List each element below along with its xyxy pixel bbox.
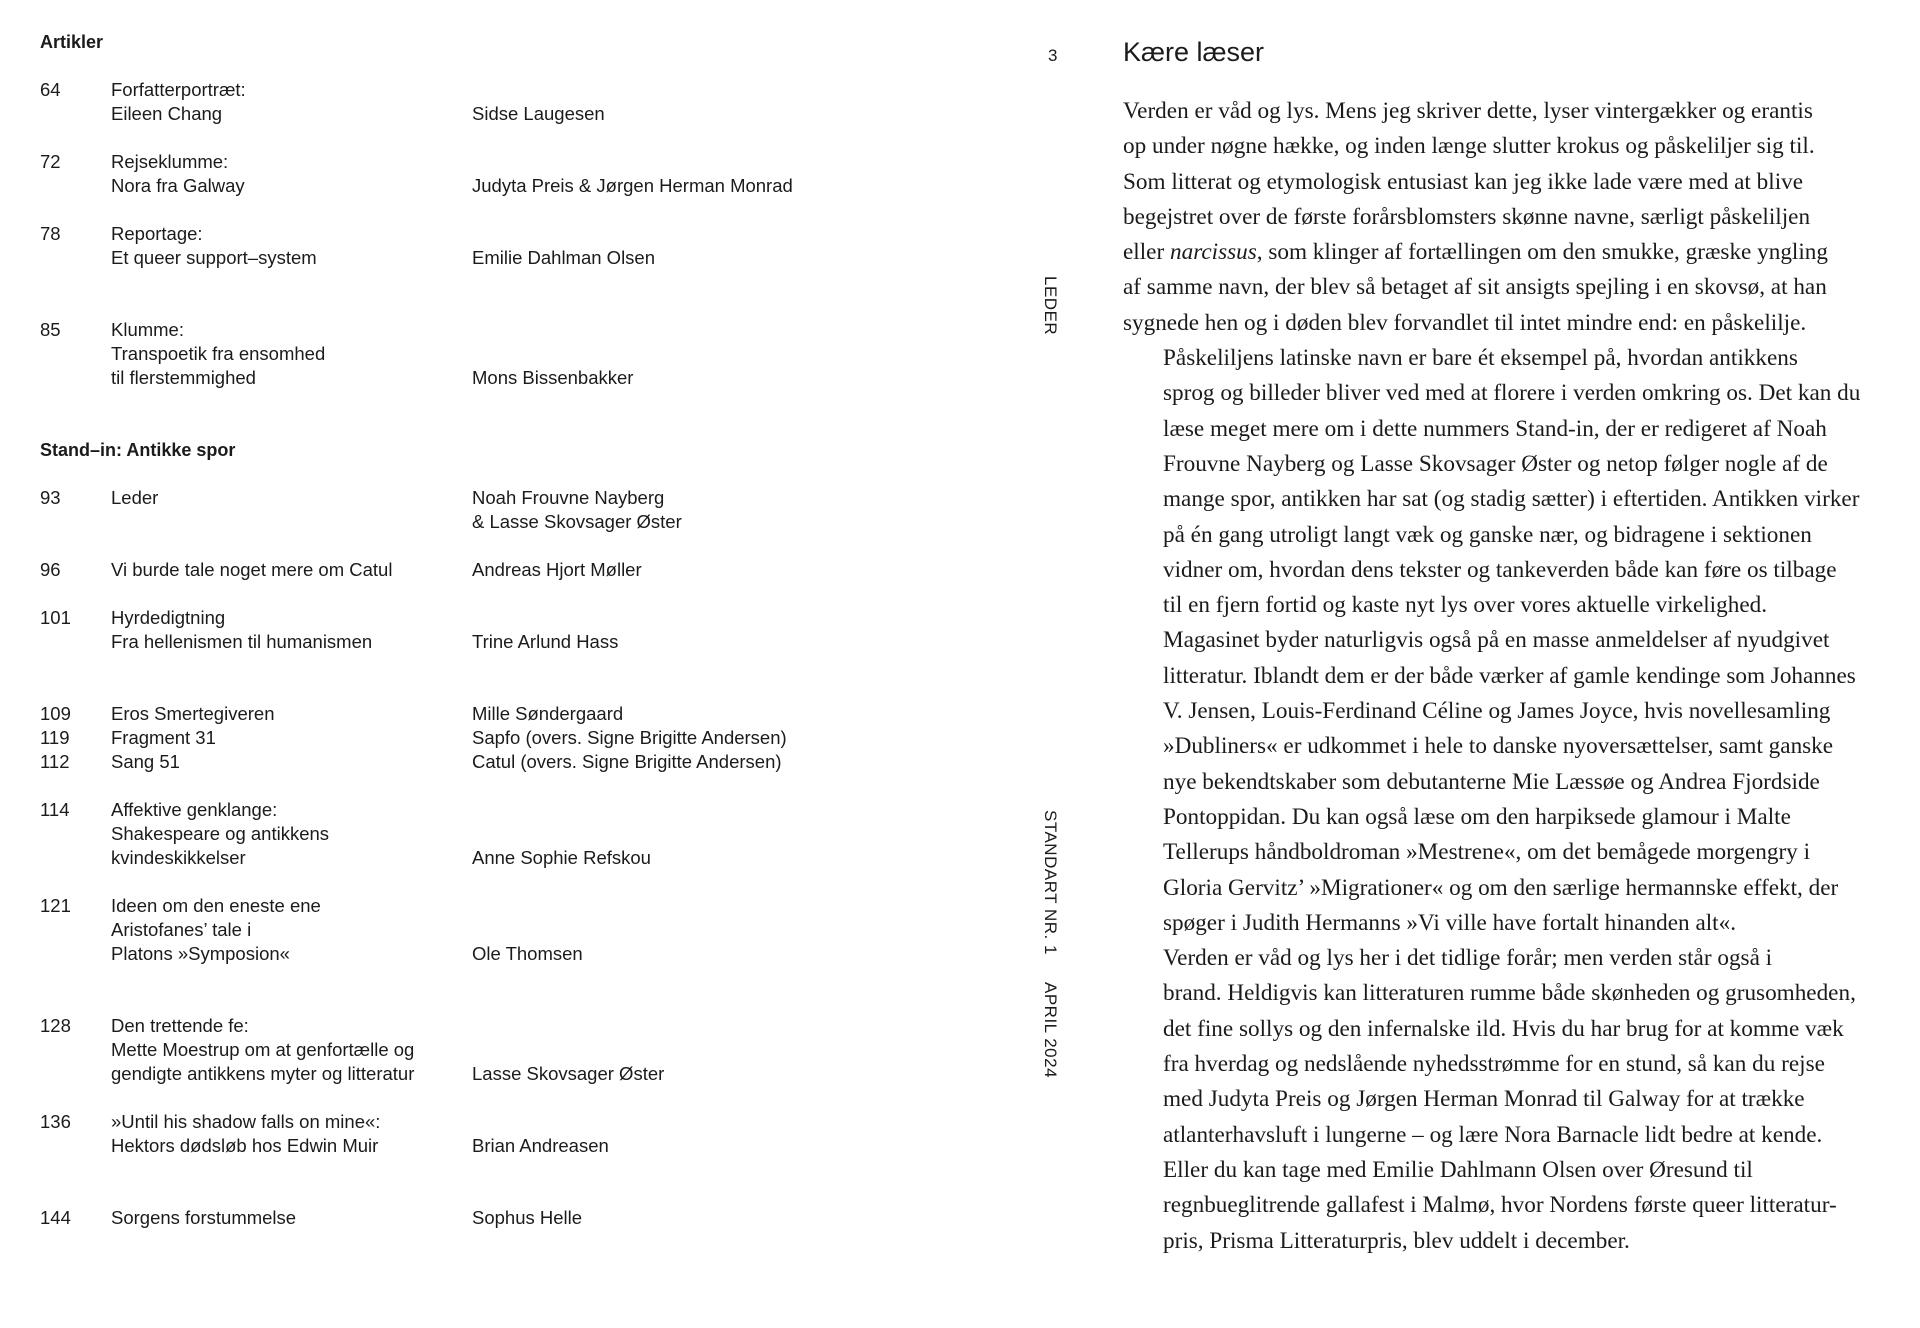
toc-title: »Until his shadow falls on mine«: Hektors dødsløb hos Edwin Muir — [111, 1111, 381, 1156]
toc-title: Affektive genklange: Shakespeare og antikkens kvindeskikkelser — [111, 799, 330, 868]
toc-title: Eros Smertegiveren — [111, 703, 275, 724]
text-line: Tellerups håndboldroman »Mestrene«, om det bemågede morgengry i — [1163, 839, 1811, 866]
toc-entry[interactable] — [40, 486, 1040, 558]
toc-author: Lasse Skovsager Øster — [472, 1063, 665, 1084]
text-line: på én gang utroligt langt væk og ganske nær, og bidragene i sektionen — [1163, 521, 1812, 548]
editorial-paragraph — [1123, 341, 1903, 623]
text-line: begejstret over de første forårsblomsters skønne navne, særligt påskeliljen — [1123, 203, 1811, 230]
text-line: fra hverdag og nedslående nyhedsstrømme for en stund, så kan du rejse — [1163, 1051, 1825, 1078]
italic-word: narcissus — [1170, 239, 1257, 266]
toc-author: Catul (overs. Signe Brigitte Andersen) — [472, 751, 782, 772]
text-line: regnbueglitrende gallafest i Malmø, hvor Nordens første queer litteratur- — [1163, 1192, 1837, 1219]
text-line: Som litterat og etymologisk entusiast kan jeg ikke lade være med at blive — [1123, 168, 1804, 195]
toc-page-number: 109 — [40, 703, 71, 724]
text-line: vidner om, hvordan dens tekster og tankeverden både kan føre os tilbage — [1163, 556, 1837, 583]
toc-page-number: 93 — [40, 487, 61, 508]
text-line: Verden er våd og lys her i det tidlige forår; men verden står også i — [1163, 945, 1773, 972]
text-line: med Judyta Preis og Jørgen Herman Monrad til Galway for at trække — [1163, 1086, 1805, 1113]
table-of-contents — [40, 30, 1040, 1230]
toc-author: Trine Arlund Hass — [472, 631, 619, 652]
text-line: Eller du kan tage med Emilie Dahlmann Olsen over Øresund til — [1163, 1156, 1753, 1183]
toc-author: Noah Frouvne Nayberg & Lasse Skovsager Øster — [472, 487, 682, 532]
toc-title: Leder — [111, 487, 159, 508]
toc-author: Sapfo (overs. Signe Brigitte Andersen) — [472, 727, 787, 748]
text-line: Verden er våd og lys. Mens jeg skriver dette, lyser vintergækker og erantis — [1123, 98, 1813, 124]
editorial — [1123, 34, 1903, 1259]
toc-page-number: 121 — [40, 895, 71, 916]
toc-author: Judyta Preis & Jørgen Herman Monrad — [472, 175, 793, 196]
text-line: litteratur. Iblandt dem er der både værker af gamle kendinge som Johannes — [1163, 662, 1856, 689]
toc-entry[interactable] — [40, 702, 1040, 726]
toc-entry[interactable] — [40, 894, 1040, 1014]
editorial-body — [1123, 94, 1903, 1259]
editorial-title: Kære læser — [1123, 37, 1265, 67]
text-line: Påskeliljens latinske navn er bare ét eksempel på, hvordan antikkens — [1163, 345, 1798, 372]
toc-author: Mons Bissenbakker — [472, 367, 634, 388]
toc-entry[interactable] — [40, 606, 1040, 702]
text-line: spøger i Judith Hermanns »Vi ville have fortalt hinanden alt«. — [1163, 909, 1737, 936]
toc-page-number: 101 — [40, 607, 71, 628]
toc-page-number: 78 — [40, 223, 61, 244]
text-line: Gloria Gervitz’ »Migrationer« og om den særlige hermannske effekt, der — [1163, 874, 1839, 901]
editorial-paragraph — [1123, 941, 1903, 1259]
text-line: Magasinet byder naturligvis også på en masse anmeldelser af nyudgivet — [1163, 627, 1830, 654]
text-line: af samme navn, der blev så betaget af sit ansigts spejling i en skovsø, at han — [1123, 274, 1827, 301]
toc-entry[interactable] — [40, 1110, 1040, 1206]
text-line: mange spor, antikken har sat (og stadig sætter) i eftertiden. Antikken virker — [1163, 486, 1860, 513]
toc-title: Forfatterportræt: Eileen Chang — [111, 79, 246, 124]
toc-entry[interactable] — [40, 1014, 1040, 1110]
toc-page-number: 72 — [40, 151, 61, 172]
toc-author: Anne Sophie Refskou — [472, 847, 651, 868]
running-head-issue: STANDART NR. 1 — [1041, 810, 1060, 955]
toc-entry[interactable] — [40, 558, 1040, 606]
text-line: eller narcissus, som klinger af fortællingen om den smukke, græske yngling — [1123, 239, 1828, 266]
toc-title: Reportage: Et queer support–system — [111, 223, 317, 268]
text-line: atlanterhavsluft i lungerne – og lære Nora Barnacle lidt bedre at kende. — [1163, 1121, 1823, 1148]
toc-page-number: 64 — [40, 79, 61, 100]
toc-author: Andreas Hjort Møller — [472, 559, 642, 580]
text-line: Pontoppidan. Du kan også læse om den harpiksede glamour i Malte — [1163, 803, 1791, 830]
toc-author: Ole Thomsen — [472, 943, 583, 964]
text-line: sprog og billeder bliver ved med at florere i verden omkring os. Det kan du — [1163, 380, 1861, 407]
text-line: det fine sollys og den infernalske ild. Hvis du har brug for at komme væk — [1163, 1015, 1844, 1042]
text-line: V. Jensen, Louis-Ferdinand Céline og James Joyce, hvis novellesamling — [1163, 698, 1831, 725]
toc-author: Mille Søndergaard — [472, 703, 624, 724]
text-line: Frouvne Nayberg og Lasse Skovsager Øster og netop følger nogle af de — [1163, 450, 1828, 477]
toc-page-number: 85 — [40, 319, 61, 340]
toc-entry[interactable] — [40, 750, 1040, 798]
toc-entry[interactable] — [40, 726, 1040, 750]
text-line: brand. Heldigvis kan litteraturen rumme både skønheden og grusomheden, — [1163, 980, 1856, 1007]
toc-page-number: 96 — [40, 559, 61, 580]
toc-entry[interactable] — [40, 798, 1040, 894]
text-line: nye bekendtskaber som debutanterne Mie Læssøe og Andrea Fjordside — [1163, 768, 1820, 795]
toc-title: Fragment 31 — [111, 727, 216, 748]
text-line: pris, Prisma Litteraturpris, blev uddelt i december. — [1163, 1227, 1630, 1254]
toc-page-number: 119 — [40, 727, 70, 748]
toc-title: Den trettende fe: Mette Moestrup om at genfortælle og gendigte antikkens myter og litteratur — [111, 1015, 415, 1084]
toc-author: Sophus Helle — [472, 1207, 583, 1228]
editorial-paragraph — [1123, 94, 1903, 341]
text-line: »Dubliners« er udkommet i hele to danske nyoversættelser, samt ganske — [1163, 733, 1834, 760]
toc-author: Emilie Dahlman Olsen — [472, 247, 656, 268]
running-head-section: LEDER — [1041, 276, 1060, 336]
toc-page-number: 112 — [40, 751, 70, 772]
toc-author: Sidse Laugesen — [472, 103, 605, 124]
toc-title: Sang 51 — [111, 751, 180, 772]
editorial-paragraph — [1123, 623, 1903, 941]
toc-entry[interactable] — [40, 150, 1040, 222]
toc-title: Ideen om den eneste ene Aristofanes’ tale i Platons »Symposion« — [111, 895, 321, 964]
toc-title: Vi burde tale noget mere om Catul — [111, 559, 393, 580]
section-heading-artikler: Artikler — [40, 32, 104, 52]
toc-entry[interactable] — [40, 318, 1040, 414]
text-line: læse meget mere om i dette nummers Stand-in, der er redigeret af Noah — [1163, 415, 1827, 442]
toc-author: Brian Andreasen — [472, 1135, 609, 1156]
text-line: sygnede hen og i døden blev forvandlet til intet mindre end: en påskelilje. — [1123, 309, 1807, 336]
toc-title: Rejseklumme: Nora fra Galway — [111, 151, 245, 196]
running-head-date: APRIL 2024 — [1041, 982, 1060, 1079]
toc-page-number: 136 — [40, 1111, 71, 1132]
toc-page-number: 114 — [40, 799, 70, 820]
toc-page-number: 128 — [40, 1015, 71, 1036]
toc-title: Hyrdedigtning Fra hellenismen til humanismen — [111, 607, 373, 652]
toc-entry[interactable] — [40, 222, 1040, 318]
text-line: til en fjern fortid og kaste nyt lys over vores aktuelle virkelighed. — [1163, 592, 1767, 619]
toc-entry[interactable] — [40, 78, 1040, 150]
text-line: op under nøgne hække, og inden længe slutter krokus og påskeliljer sig til. — [1123, 133, 1815, 160]
toc-title: Sorgens forstummelse — [111, 1207, 297, 1228]
section-heading-stand-in: Stand–in: Antikke spor — [40, 440, 236, 460]
toc-page-number: 144 — [40, 1207, 71, 1228]
page-number: 3 — [1048, 46, 1058, 65]
toc-title: Klumme: Transpoetik fra ensomhed til flerstemmighed — [111, 319, 326, 388]
toc-entry[interactable] — [40, 1206, 1040, 1230]
